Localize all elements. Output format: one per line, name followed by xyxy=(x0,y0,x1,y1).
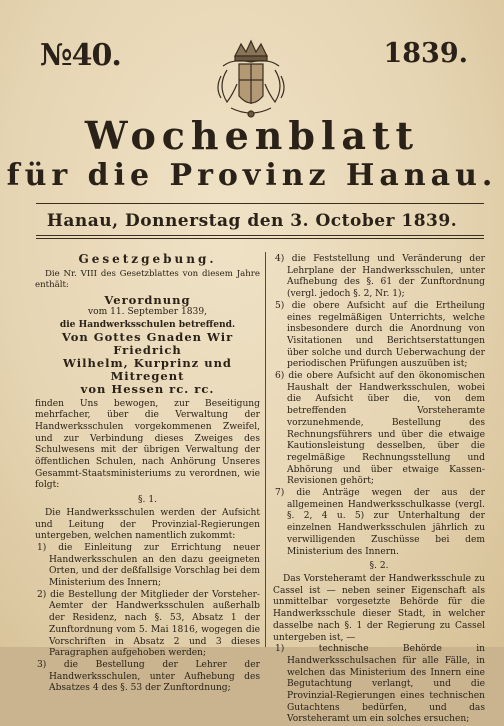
ruler-line-1: Von Gottes Gnaden Wir Friedrich xyxy=(61,329,234,357)
decree-date: vom 11. September 1839, xyxy=(87,307,208,318)
coat-of-arms-icon xyxy=(213,36,289,122)
list-item: 6) die obere Aufsicht auf den ökonomischen Haushalt der Handwerksschulen, wobei die Aufsicht über die, von dem betreffenden Vorsteheramte vorzunehmende, Bestellung des Rechnungsführers und über die etwaige Kautionsleistung desselben, über die regelmäßige Rechnungsstellung und Abhörung und über etwaige Kassen-Revisionen gehört; xyxy=(275,371,485,487)
section-title: Gesetzgebung. xyxy=(78,252,217,266)
list-item: 7) die Anträge wegen der aus der allgemeinen Handwerksschulkasse (vergl. §. 2, 4 u. 5) zur Unterhaltung der einzelnen Handwerksschulen jährlich zu verwilligenden Zuschüsse bei dem Ministerium des Innern. xyxy=(275,488,485,557)
list-item: 1) technische Behörde in Handwerksschulsachen für alle Fälle, in welchen das Ministerium des Innern eine Begutachtung verlangt, und die Provinzial-Regierungen eines technischen Gutachtens bedürfen, und das Vorsteheramt um ein solches ersuchen; xyxy=(275,644,485,725)
column-divider xyxy=(265,252,266,647)
list-item: 2) die Bestellung der Mitglieder der Vorsteher-Aemter der Handwerksschulen außerhalb der Residenz, nach §. 53, Absatz 1 der Zunftordnung vom 5. Mai 1816, wogegen die Vorschriften in Absatz 2 und 3 dieses Paragraphen aufgehoben werden; xyxy=(37,589,260,659)
issue-number xyxy=(40,38,121,73)
preamble-text: finden Uns bewogen, zur Beseitigung mehrfacher, über die Verwaltung der Handwerksschulen vorgekommenen Zweifel, und zur Verbindung dieses Zweiges des Schulwesens mit der übrigen Verwaltung der öffentlichen Schulen, nach Anhörung Unseres Gesammt-Staatsministeriums zu verordnen, wie folgt: xyxy=(35,398,260,491)
divider xyxy=(36,203,484,204)
decree-subject: die Handwerksschulen betreffend. xyxy=(59,318,236,330)
ruler-line-3: von Hessen rc. rc. xyxy=(80,381,215,396)
decree-title: Verordnung xyxy=(104,293,191,308)
list-item: 4) die Feststellung und Veränderung der Lehrplane der Handwerksschulen, unter Aufhebung des §. 61 der Zunftordnung (vergl. jedoch §. 2, Nr. 1); xyxy=(275,254,485,300)
dateline: Hanau, Donnerstag den 3. October 1839. xyxy=(46,211,458,231)
section-2-text: Das Vorsteheramt der Handwerksschule zu Cassel ist — neben seiner Eigenschaft als unmittelbar vorgesetzte Behörde für die Handwerksschule dieser Stadt, in welcher dasselbe nach §. 1 der Regierung zu Cassel untergeben ist, — xyxy=(273,573,485,643)
list-item: 3) die Bestellung der Lehrer der Handwerksschulen, unter Aufhebung des Absatzes 4 des §. 53 der Zunftordnung; xyxy=(37,659,260,694)
list-item: 5) die obere Aufsicht auf die Ertheilung eines regelmäßigen Unterrichts, welche insbesondere durch die Anordnung von Visitationen und Berichtserstattungen über solche und durch Ueberwachung der periodischen Prüfungen auszuüben ist; xyxy=(275,300,485,370)
masthead-title: Wochenblatt xyxy=(84,113,420,158)
left-column xyxy=(35,254,260,695)
masthead-subtitle: für die Provinz Hanau. xyxy=(6,158,498,193)
list-item: 1) die Einleitung zur Errichtung neuer Handwerksschulen an den dazu geeigneten Orten, und der deßfallsige Vorschlag bei dem Ministerium des Innern; xyxy=(37,542,260,589)
section-1-heading: §. 1. xyxy=(137,495,157,506)
divider xyxy=(36,235,484,236)
issue-year: 1839. xyxy=(383,38,468,69)
right-column xyxy=(273,254,485,726)
section-1-text: Die Handwerksschulen werden der Aufsicht und Leitung der Provinzial-Regierungen untergeben, welchen namentlich zukommt: xyxy=(35,507,260,542)
divider xyxy=(36,238,484,239)
issue-number-prefix: № xyxy=(40,38,72,73)
section-2-heading: §. 2. xyxy=(369,561,389,572)
intro-text: Die Nr. VIII des Gesetzblattes von diesem Jahre enthält: xyxy=(35,268,260,291)
issue-number-value: 40. xyxy=(71,38,121,73)
ruler-line-2: Wilhelm, Kurprinz und Mitregent xyxy=(63,355,232,383)
